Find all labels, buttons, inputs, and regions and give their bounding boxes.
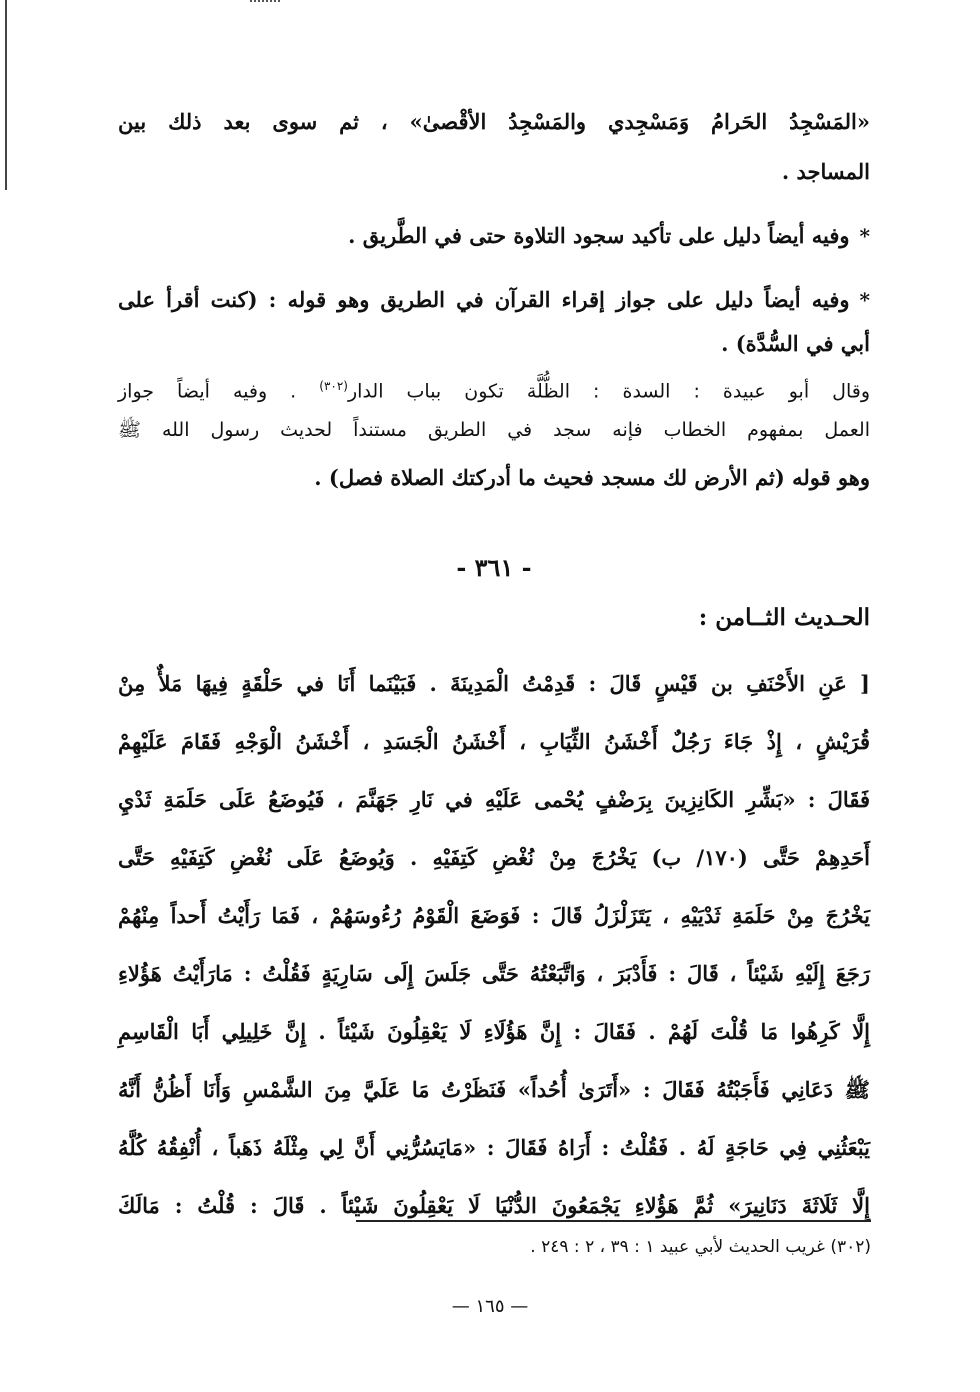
footnote-text: (٣٠٢) غريب الحديث لأبي عبيد ١ : ٣٩ ، ٢ : ٢٤٩ . [530, 1237, 871, 1257]
hadith-line: قُرَيْشٍ ، إِذْ جَاءَ رَجُلٌ أَخْشَنُ الثِّيَابِ ، أَخْشَنُ الْجَسَدِ ، أَخْشَنُ الْوَجْهِ فَقَامَ عَلَيْهِمْ [118, 729, 870, 754]
hadith-line: أَحَدِهِمْ حَتَّى (١٧٠/ ب) يَخْرُجَ مِنْ نُغْضِ كَتِفَيْهِ . وَيُوضَعُ عَلَى نُغْضِ كَتِفَيْهِ حَتَّى [118, 845, 870, 870]
hadith-line: إِلَّا كَرِهُوا مَا قُلْتَ لَهُمْ . فَقَالَ : إِنَّ هَؤُلَاءِ لَا يَعْقِلُونَ شَيْئاً . إِنَّ خَلِيلِي أَبَا الْقَاسِمِ [118, 1019, 870, 1044]
hadith-line: رَجَعَ إِلَيْهِ شَيْئاً ، قَالَ : فَأَدْبَرَ ، وَاتَّبَعْتُهُ حَتَّى جَلَسَ إِلَى سَارِيَةٍ فَقُلْتُ : مَارَأَيْتُ هَؤُلاءِ [118, 961, 870, 986]
hadith-line: يَبْعَثُنِي فِي حَاجَةٍ لَهُ . فَقُلْتُ : أَرَاهُ فَقَالَ : «مَايَسُرُّنِي أَنَّ لِي مِثْلَهُ ذَهَباً ، أُنْفِقُهُ كُلَّهُ [118, 1135, 870, 1160]
paragraph-line-2: العمل بمفهوم الخطاب فإنه سجد في الطريق مستنداً لحديث رسول الله ﷺ [118, 419, 870, 441]
paragraph-line-3: وهو قوله (ثم الأرض لك مسجد فحيث ما أدركتك الصلاة فصل) . [314, 465, 870, 490]
bullet-item-2-line-1 [118, 280, 870, 320]
paragraph-line-1-end: . وفيه أيضاً جواز [118, 380, 320, 403]
hadith-line: يَخْرُجَ مِنْ حَلَمَةِ ثَدْيَيْهِ ، يَتَزَلْزَلُ قَالَ : فَوَضَعَ الْقَوْمُ رُءُوسَهُمْ ، فَمَا رَأَيْتُ أَحداً مِنْهُمْ [118, 903, 870, 928]
hadith-line: ﷺ دَعَانِي فَأَجَبْتُهُ فَقَالَ : «أَتَرَىٰ أُحُداً» فَنَظَرْتُ مَا عَلَيَّ مِنَ الشَّمْسِ وَأَنَا أَظُنُّ أَنَّهُ [118, 1077, 870, 1102]
footnote-reference: (٣٠٢) [319, 379, 348, 393]
footnote-divider [356, 1220, 871, 1222]
bullet-item-2-text: وفيه أيضاً دليل على جواز إقراء القرآن في الطريق وهو قوله : (كنت أقرأ على [118, 287, 850, 312]
bullet-star-icon: * [859, 288, 870, 312]
paragraph-line-1-start: وقال أبو عبيدة : السدة : الظُّلَّة تكون بباب الدار [347, 380, 870, 403]
paragraph-line-1 [118, 366, 870, 411]
quote-line-1: «المَسْجِدُ الحَرامُ وَمَسْجِدي والمَسْجِدُ الأقْصىٰ» ، ثم سوى بعد ذلك بين [118, 109, 870, 134]
scan-artifact-left-border [5, 0, 7, 190]
hadith-line: فَقَالَ : «بَشِّرِ الكَانِزِينَ بِرَضْفٍ يُحْمى عَلَيْهِ في نَارِ جَهَنَّمَ ، فَيُوضَعُ عَلَى حَلَمَةِ ثَدْيِ [118, 787, 870, 812]
bullet-item-1 [118, 216, 870, 256]
hadith-line: [ عَنِ الأَحْنَفِ بن قَيْسٍ قَالَ : قَدِمْتُ الْمَدِينَةَ . فَبَيْنَما أَنَا في حَلْقَةٍ فِيهَا مَلأٌ مِنْ [118, 671, 870, 696]
page-number: — ١٦٥ — [451, 1296, 529, 1317]
section-number: - ٣٦١ - [456, 553, 532, 582]
bullet-item-2-line-2: أبي في السُّدَّة) . [721, 331, 870, 356]
scan-artifact-top [250, 0, 280, 6]
bullet-star-icon: * [859, 224, 870, 248]
quote-line-2: المساجد . [781, 159, 870, 184]
bullet-item-1-text: وفيه أيضاً دليل على تأكيد سجود التلاوة حتى في الطَّريق . [348, 223, 850, 248]
hadith-line: إِلَّا ثَلَاثَةَ دَنَانِيرَ» ثُمَّ هَؤُلاءِ يَجْمَعُونَ الدُّنْيَا لَا يَعْقِلُونَ شَيْئاً . قَالَ : قُلْتُ : مَالَكَ [118, 1193, 870, 1218]
hadith-heading: الحـديث الثــامن : [698, 604, 870, 631]
